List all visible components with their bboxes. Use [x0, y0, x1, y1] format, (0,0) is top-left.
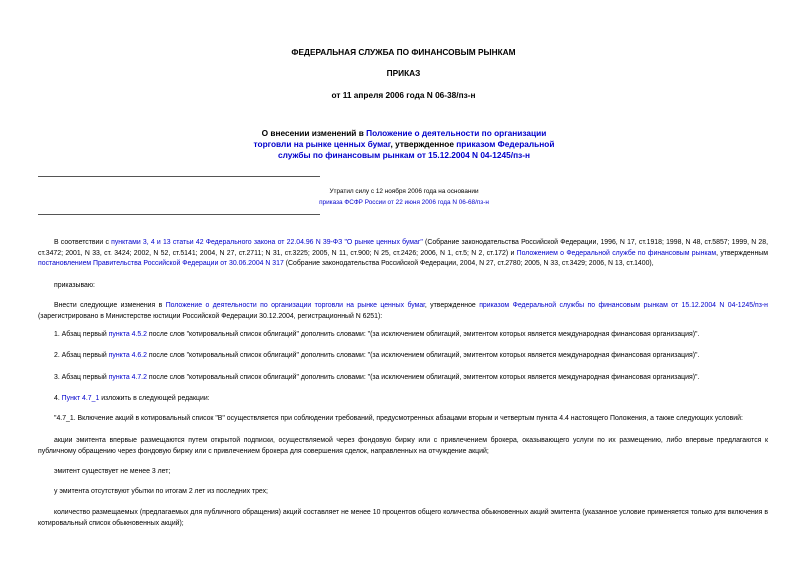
order-word: приказываю: [54, 282, 95, 289]
preamble-text-1: В соответствии с [54, 239, 112, 246]
preamble-text-3: , утвержденным [716, 249, 768, 257]
item-1-prefix: 1. Абзац первый [54, 331, 109, 338]
intro-paragraph [38, 301, 768, 322]
doc-type-heading: ПРИКАЗ [386, 68, 421, 78]
preamble-link-fsfr-regulation[interactable]: Положением о Федеральной службе по финансовым рынкам [516, 249, 717, 257]
intro-link-regulation[interactable]: Положение о деятельности по организации торговли на рынке ценных бумаг [165, 302, 425, 309]
preamble-text-2: (Собрание законодательства Российской Федерации, 1996, N 17, ст.1918; 1998, N 48, ст.5857; 1999, N 28, ст.3472; 2001, N 33, ст. 3424; 2002, N 52, ст.5141; 2004, N 27, ст.2711; N 31, ст.3225; 2005, N 11, ст.900; N 25, ст.2426; 2006, N 1, ст.5; N 2, ст.172) и [38, 239, 768, 257]
preamble-paragraph [38, 238, 768, 270]
intro-link-order[interactable]: приказом Федеральной службы по финансовым рынкам от 15.12.2004 N 04-1245/пз-н [479, 302, 768, 309]
status-link-repeal-order[interactable]: приказа ФСФР России от 22 июня 2006 года N 06-68/пз-н [319, 199, 489, 206]
amendment-item-1 [38, 330, 768, 341]
item-2-prefix: 2. Абзац первый [54, 352, 109, 359]
intro-text-2: , утвержденное [424, 302, 480, 309]
item-1-link[interactable]: пункта 4.5.2 [108, 331, 147, 338]
item-3-prefix: 3. Абзац первый [54, 374, 109, 381]
status-line-1: Утратил силу с 12 ноября 2006 года на основании [329, 188, 479, 195]
amendment-item-3 [38, 373, 768, 384]
agency-heading: ФЕДЕРАЛЬНАЯ СЛУЖБА ПО ФИНАНСОВЫМ РЫНКАМ [291, 47, 516, 57]
item-2-suffix: после слов "котировальный список облигаций" дополнить словами: "(за исключением облигаций, эмитентом которых является международная финансовая организация)". [146, 352, 700, 359]
item-1-suffix: после слов "котировальный список облигаций" дополнить словами: "(за исключением облигаций, эмитентом которых является международная финансовая организация)". [146, 331, 700, 338]
item-4-suffix: изложить в следующей редакции: [99, 395, 210, 402]
title-text-2: , утвержденное [390, 139, 457, 149]
title-text-1: О внесении изменений в [261, 128, 367, 138]
quote-paragraph-5: количество размещаемых (предлагаемых для публичного обращения) акций составляет не менее 10 процентов общего количества обыкновенных акций эмитента (указанное условие применяется только для включения в котировальный список обыкновенных акций); [38, 509, 768, 527]
status-top-divider [38, 176, 320, 177]
quote-paragraph-3: эмитент существует не менее 3 лет; [54, 468, 171, 475]
document-title [248, 128, 560, 161]
status-bottom-divider [38, 214, 320, 215]
date-number-heading: от 11 апреля 2006 года N 06-38/пз-н [331, 90, 476, 100]
item-4-prefix: 4. [54, 395, 62, 402]
title-link-regulation[interactable]: Положение о деятельности по организации торговли на рынке ценных бумаг [253, 128, 547, 149]
item-2-link[interactable]: пункта 4.6.2 [108, 352, 147, 359]
preamble-text-4: (Собрание законодательства Российской Федерации, 2004, N 27, ст.2780; 2005, N 33, ст.3429; 2006, N 13, ст.1400), [283, 260, 654, 268]
quote-paragraph-2: акции эмитента впервые размещаются путем открытой подписки, осуществляемой через фондовую биржу или с привлечением брокера, оказывающего услуги по их размещению, либо впервые предлагаются к публичному обращению через фондовую биржу или с привлечением брокера для совершения сделок, направленных на отчуждение акций; [38, 437, 768, 455]
title-link-order[interactable]: приказом Федеральной службы по финансовым рынкам от 15.12.2004 N 04-1245/пз-н [278, 139, 555, 160]
item-4-link[interactable]: Пункт 4.7_1 [61, 395, 100, 402]
amendment-item-4 [38, 394, 768, 405]
intro-text-3: (зарегистрировано в Министерстве юстиции Российской Федерации 30.12.2004, регистрационный N 6251): [38, 312, 383, 320]
amendment-item-2 [38, 351, 768, 362]
intro-text-1: Внести следующие изменения в [54, 302, 166, 309]
status-note [300, 186, 508, 208]
item-3-link[interactable]: пункта 4.7.2 [108, 374, 147, 381]
preamble-link-law[interactable]: пунктами 3, 4 и 13 статьи 42 Федерального закона от 22.04.96 N 39-ФЗ "О рынке ценных бумаг" [111, 239, 423, 246]
item-3-suffix: после слов "котировальный список облигаций" дополнить словами: "(за исключением облигаций, эмитентом которых является международная финансовая организация)". [146, 374, 700, 381]
quote-paragraph-1: "4.7_1. Включение акций в котировальный список "В" осуществляется при соблюдении требований, предусмотренных абзацами вторым и четвертым пункта 4.4 настоящего Положения, а также следующих условий: [54, 415, 743, 422]
quote-paragraph-4: у эмитента отсутствуют убытки по итогам 2 лет из последних трех; [54, 488, 268, 495]
preamble-link-government-decree[interactable]: постановлением Правительства Российской Федерации от 30.06.2004 N 317 [38, 260, 284, 268]
